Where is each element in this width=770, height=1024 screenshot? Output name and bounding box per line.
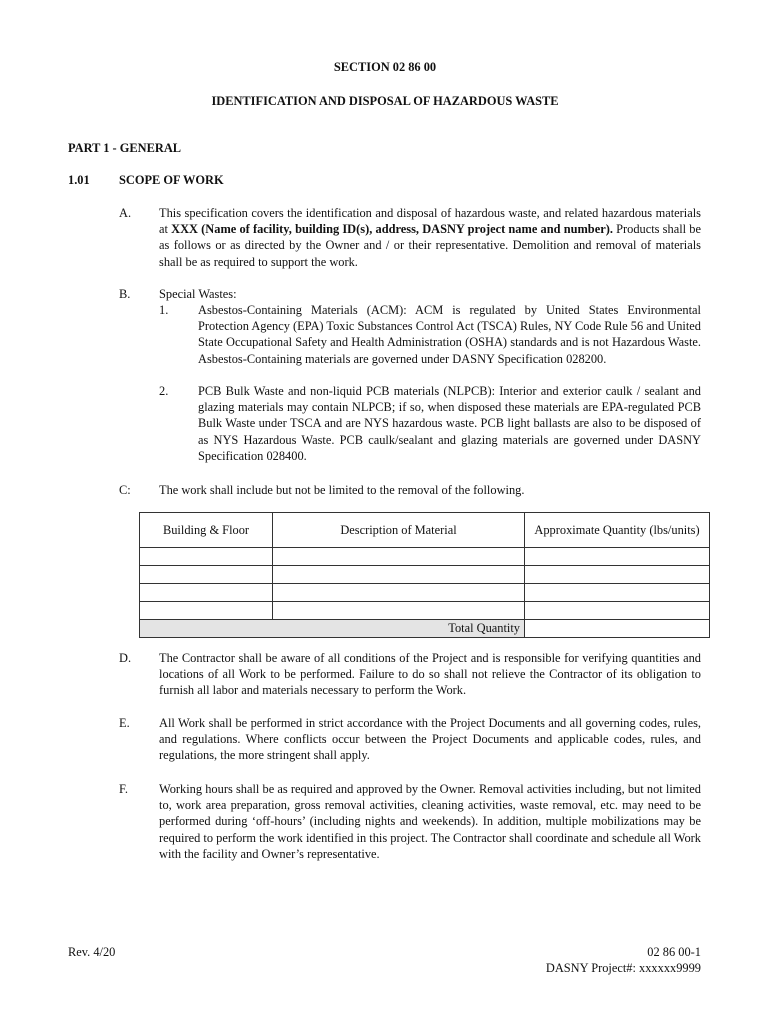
item-e-text: All Work shall be performed in strict accordance with the Project Documents and all governing codes, rules, and regulations. Where conflicts occur between the Project Documents and applicable codes, rules, and regulations, the more stringent shall apply.	[159, 716, 701, 763]
project-number: DASNY Project#: xxxxxx9999	[545, 961, 701, 975]
article-title: SCOPE OF WORK	[119, 173, 224, 187]
material-quantity-table	[139, 512, 710, 638]
table-row	[140, 602, 710, 620]
item-c-label: C:	[119, 483, 131, 497]
part-heading: PART 1 - GENERAL	[68, 141, 182, 155]
item-b-label: B.	[119, 287, 131, 301]
table-cell[interactable]	[525, 548, 710, 566]
table-cell[interactable]	[525, 566, 710, 584]
table-row	[140, 548, 710, 566]
item-a-label: A.	[119, 206, 132, 220]
table-cell[interactable]	[140, 584, 273, 602]
header-description: Description of Material	[273, 513, 525, 548]
table-row	[140, 584, 710, 602]
total-quantity-cell[interactable]	[525, 620, 710, 638]
table-cell[interactable]	[273, 548, 525, 566]
table-cell[interactable]	[273, 602, 525, 620]
item-d-label: D.	[119, 651, 132, 665]
item-d-text: The Contractor shall be aware of all conditions of the Project and is responsible for verifying quantities and locations of all Work to be performed. Failure to do so shall not relieve the Contractor of its obligation to furnish all labor and materials necessary to perform the Work.	[159, 651, 701, 698]
page-number: 02 86 00-1	[647, 945, 701, 959]
table-cell[interactable]	[140, 566, 273, 584]
header-building-floor: Building & Floor	[140, 513, 273, 548]
total-row	[140, 620, 710, 638]
item-c-text: The work shall include but not be limited to the removal of the following.	[159, 483, 525, 497]
item-b-intro: Special Wastes:	[159, 287, 237, 301]
table-cell[interactable]	[140, 548, 273, 566]
item-a-pre: This specification covers the identification and disposal of hazardous waste, and related hazardous materials at	[159, 206, 701, 237]
article-number: 1.01	[68, 173, 90, 187]
item-b-sub-2-num: 2.	[159, 384, 169, 398]
item-e-label: E.	[119, 716, 130, 730]
item-b-sub-1-text: Asbestos-Containing Materials (ACM): ACM is regulated by United States Environmental Protection Agency (EPA) Toxic Substances Control Act (TSCA) Rules, NY Code Rule 56 and United State Occupational Safety and Health Administration (OSHA) standards and is not Hazardous Waste. Asbestos-Containing materials are governed under DASNY Specification 028200.	[198, 303, 701, 366]
facility-placeholder: XXX (Name of facility, building ID(s), address, DASNY project name and number).	[171, 222, 613, 237]
revision-label: Rev. 4/20	[68, 945, 116, 959]
header-quantity: Approximate Quantity (lbs/units)	[525, 513, 710, 548]
item-a-post: Products shall be as follows or as directed by the Owner and / or their representative. Demolition and removal of materials shall be as required to support the work.	[159, 222, 701, 269]
table-header-row	[140, 513, 710, 548]
table-cell[interactable]	[140, 602, 273, 620]
table-cell[interactable]	[525, 602, 710, 620]
table-cell[interactable]	[525, 584, 710, 602]
section-title: IDENTIFICATION AND DISPOSAL OF HAZARDOUS WASTE	[211, 94, 559, 108]
table-cell[interactable]	[273, 584, 525, 602]
item-a-text	[159, 205, 701, 270]
total-quantity-label: Total Quantity	[140, 620, 525, 638]
section-number: SECTION 02 86 00	[333, 60, 437, 74]
table-cell[interactable]	[273, 566, 525, 584]
item-f-text: Working hours shall be as required and approved by the Owner. Removal activities including, but not limited to, work area preparation, gross removal activities, cleaning activities, waste removal, etc. may need to be performed during ‘off-hours’ (including nights and weekends). In addition, multiple mobilizations may be required to perform the work identified in this project. The Contractor shall coordinate and schedule all Work with the facility and Owner’s representative.	[159, 782, 701, 861]
table-row	[140, 566, 710, 584]
item-b-sub-2-text: PCB Bulk Waste and non-liquid PCB materials (NLPCB): Interior and exterior caulk / sealant and glazing materials may contain NLPCB; if so, when disposed these materials are EPA-regulated PCB Bulk Waste under TSCA and are NYS hazardous waste. PCB light ballasts are also to be disposed of as NYS Hazardous Waste. PCB caulk/sealant and glazing materials are governed under DASNY Specification 028400.	[198, 384, 701, 463]
item-f-label: F.	[119, 782, 128, 796]
item-b-sub-1-num: 1.	[159, 303, 169, 317]
